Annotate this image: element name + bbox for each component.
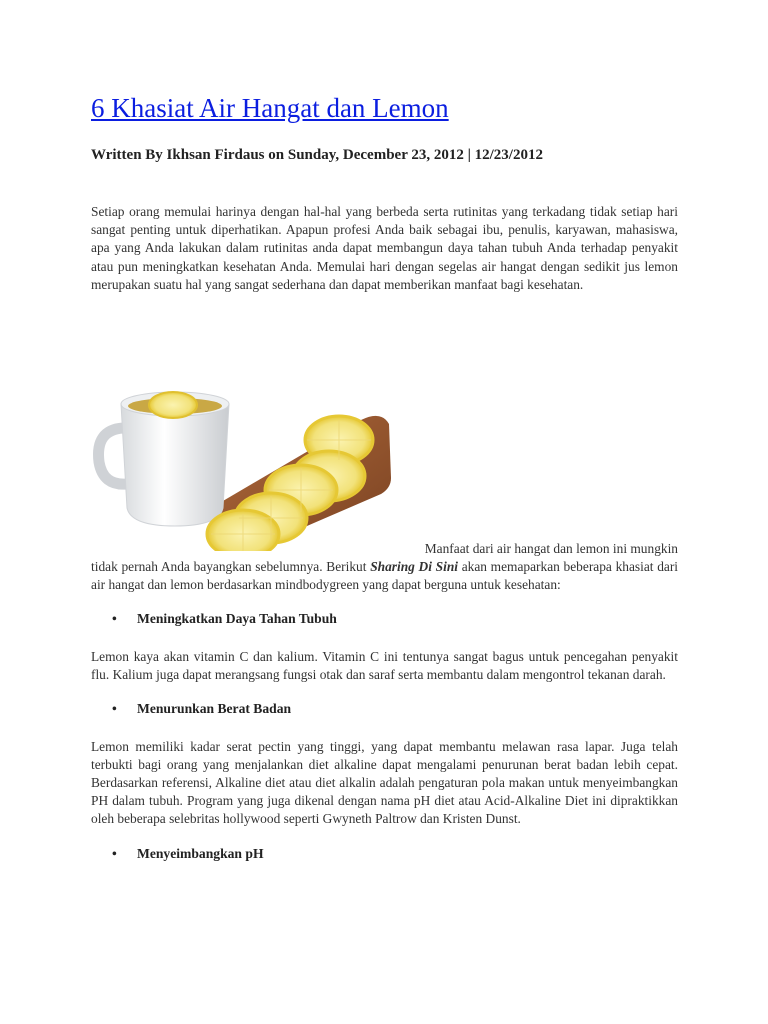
daya-tahan-paragraph: Lemon kaya akan vitamin C dan kalium. Vitamin C ini tentunya sangat bagus untuk pencegahan penyakit flu. Kalium juga dapat merangsang fungsi otak dan saraf serta membantu dalam mengontrol tekanan darah. (91, 649, 678, 682)
bullet-dot: • (112, 611, 117, 626)
khasiat-intro-text-end: akan memaparkan beberapa khasiat dari air hangat dan lemon berdasarkan mindbodygreen yang dapat berguna untuk kesehatan: (91, 559, 679, 592)
bullet-item-ph (112, 846, 264, 862)
bullet-dot: • (112, 701, 117, 716)
bullet-label: Menyeimbangkan pH (137, 846, 264, 861)
bullet-item-daya-tahan (112, 611, 337, 627)
bullet-label: Meningkatkan Daya Tahan Tubuh (137, 611, 337, 626)
article-byline: Written By Ikhsan Firdaus on Sunday, December 23, 2012 | 12/23/2012 (91, 147, 543, 163)
intro-paragraph: Setiap orang memulai harinya dengan hal-hal yang berbeda serta rutinitas yang terkadang tidak setiap hari sangat penting untuk diperhatikan. Apapun profesi Anda baik sebagai ibu, penulis, karyawan, mahasiswa, apa yang Anda lakukan dalam rutinitas anda dapat membangun daya tahan tubuh Anda terhadap penyakit atau pun meningkatkan kesehatan Anda. Memulai hari dengan segelas air hangat dengan sedikit jus lemon merupakan suatu hal yang sangat sederhana dan dapat memberikan manfaat bagi kesehatan. (91, 204, 678, 292)
photo-caption-line: Manfaat dari air hangat dan lemon ini mungkin (424, 541, 678, 556)
bullet-label: Menurunkan Berat Badan (137, 701, 292, 716)
bullet-item-berat-badan (112, 701, 291, 717)
cup-and-lemon-slices-illustration (91, 358, 392, 551)
lemon-tea-photo (91, 358, 392, 551)
khasiat-intro-paragraph (91, 558, 678, 594)
khasiat-intro-text-start: tidak pernah Anda bayangkan sebelumnya. Berikut (91, 559, 371, 574)
berat-badan-paragraph: Lemon memiliki kadar serat pectin yang tinggi, yang dapat membantu melawan rasa lapar. Juga telah terbukti bagi orang yang menjalankan diet alkaline dapat mengalami penurunan berat badan lebih cepat. Berdasarkan referensi, Alkaline diet atau diet alkalin adalah pengaturan pola makan untuk menyeimbangkan PH dalam tubuh. Program yang juga dikenal dengan nama pH diet atau Acid-Alkaline Diet ini dipraktikkan oleh beberapa selebritas hollywood seperti Gwyneth Paltrow dan Kristen Dunst. (91, 739, 678, 826)
article-title-link[interactable]: 6 Khasiat Air Hangat dan Lemon (91, 93, 449, 123)
bullet-dot: • (112, 846, 117, 861)
site-name: Sharing Di Sini (370, 559, 458, 574)
